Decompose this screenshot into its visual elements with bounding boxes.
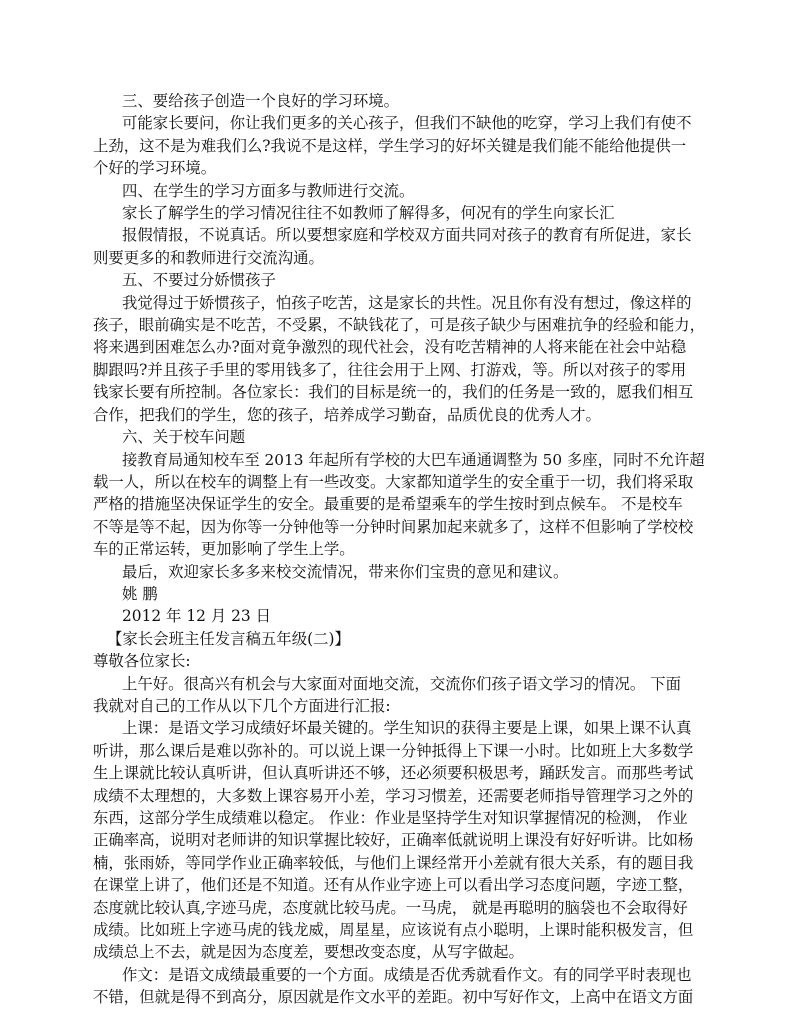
text-line: 报假情报，不说真话。所以要想家庭和学校双方面共同对孩子的教育有所促进，家长: [122, 226, 692, 245]
text-line: 正确率高，说明对老师讲的知识掌握比较好，正确率低就说明上课没有好好听讲。比如杨: [93, 831, 694, 850]
text-line: 车的正常运转，更加影响了学生上学。: [93, 540, 355, 559]
text-line: 【家长会班主任发言稿五年级(二)】: [107, 629, 350, 648]
text-line: 上午好。很高兴有机会与大家面对面地交流，交流你们孩子语文学习的情况。 下面: [122, 674, 681, 693]
text-line: 接教育局通知校车至 2013 年起所有学校的大巴车通通调整为 50 多座，同时不允许超: [122, 450, 705, 469]
text-line: 合作，把我们的学生，您的孩子，培养成学习勤奋，品质优良的优秀人才。: [93, 405, 601, 424]
text-line: 上课：是语文学习成绩好坏最关键的。学生知识的获得主要是上课，如果上课不认真: [122, 719, 692, 738]
document-body: [93, 90, 708, 1009]
text-line: 钱家长要有所控制。各位家长：我们的目标是统一的，我们的任务是一致的，愿我们相互: [93, 383, 694, 402]
text-line: 我觉得过于娇惯孩子，怕孩子吃苦，这是家长的共性。况且你有没有想过，像这样的: [122, 293, 692, 312]
text-line: 家长了解学生的学习情况往往不如教师了解得多，何况有的学生向家长汇: [122, 204, 615, 223]
text-line: 孩子，眼前确实是不吃苦，不受累，不缺钱花了，可是孩子缺少与困难抗争的经验和能力，: [93, 316, 705, 335]
text-line: 最后，欢迎家长多多来校交流情况，带来你们宝贵的意见和建议。: [122, 562, 569, 581]
text-line: 上劲，这不是为难我们么?我说不是这样，学生学习的好坏关键是我们能不能给他提供一: [93, 136, 687, 155]
text-line: 可能家长要问，你让我们更多的关心孩子，但我们不缺他的吃穿，学习上我们有使不: [122, 114, 692, 133]
text-line: 作文：是语文成绩最重要的一个方面。成绩是否优秀就看作文。有的同学平时表现也: [122, 965, 692, 984]
text-line: 个好的学习环境。: [93, 159, 217, 178]
text-line: 脚跟吗?并且孩子手里的零用钱多了，往往会用于上网、打游戏，等。所以对孩子的零用: [93, 360, 687, 379]
text-line: 听讲，那么课后是难以弥补的。可以说上课一分钟抵得上下课一小时。比如班上大多数学: [93, 741, 694, 760]
text-line: 六、关于校车问题: [122, 428, 246, 447]
text-line: 楠，张雨娇，等同学作业正确率较低，与他们上课经常开小差就有很大关系，有的题目我: [93, 853, 694, 872]
text-line: 不等是等不起，因为你等一分钟他等一分钟时间累加起来就多了，这样不但影响了学校校: [93, 517, 694, 536]
text-line: 我就对自己的工作从以下几个方面进行汇报:: [93, 696, 391, 715]
text-line: 五、不要过分娇惯孩子: [122, 271, 276, 290]
text-line: 则要更多的和教师进行交流沟通。: [93, 248, 324, 267]
text-line: 2012 年 12 月 23 日: [122, 607, 271, 626]
text-line: 成绩。比如班上字迹马虎的钱龙威，周星星，应该说有点小聪明，上课时能积极发言，但: [93, 921, 694, 940]
text-line: 态度就比较认真,字迹马虎，态度就比较马虎。一马虎， 就是再聪明的脑袋也不会取得好: [93, 898, 688, 917]
text-line: 不错，但就是得不到高分，原因就是作文水平的差距。初中写好作文，上高中在语文方面: [93, 988, 694, 1007]
text-line: 东西，这部分学生成绩难以稳定。 作业：作业是坚持学生对知识掌握情况的检测， 作业: [93, 809, 688, 827]
text-line: 成绩不太理想的，大多数上课容易开小差，学习习惯差，还需要老师指导管理学习之外的: [93, 786, 694, 805]
text-line: 载一人，所以在校车的调整上有一些改变。大家都知道学生的安全重于一切，我们将采取: [93, 472, 694, 491]
text-line: 生上课就比较认真听讲，但认真听讲还不够，还必须要积极思考，踊跃发言。而那些考试: [93, 764, 694, 783]
text-line: 将来遇到困难怎么办?面对竟争激烈的现代社会，没有吃苦精神的人将来能在社会中站稳: [93, 338, 687, 357]
text-line: 严格的措施坚决保证学生的安全。最重要的是希望乘车的学生按时到点候车。 不是校车: [93, 495, 683, 514]
text-line: 姚 鹏: [122, 584, 158, 603]
text-line: 三、要给孩子创造一个良好的学习环境。: [122, 92, 400, 110]
text-line: 四、在学生的学习方面多与教师进行交流。: [122, 181, 415, 200]
text-line: 成绩总上不去，就是因为态度差，要想改变态度，从写字做起。: [93, 943, 524, 962]
text-line: 尊敬各位家长:: [93, 652, 191, 671]
text-line: 在课堂上讲了，他们还是不知道。还有从作业字迹上可以看出学习态度问题，字迹工整，: [93, 876, 694, 895]
